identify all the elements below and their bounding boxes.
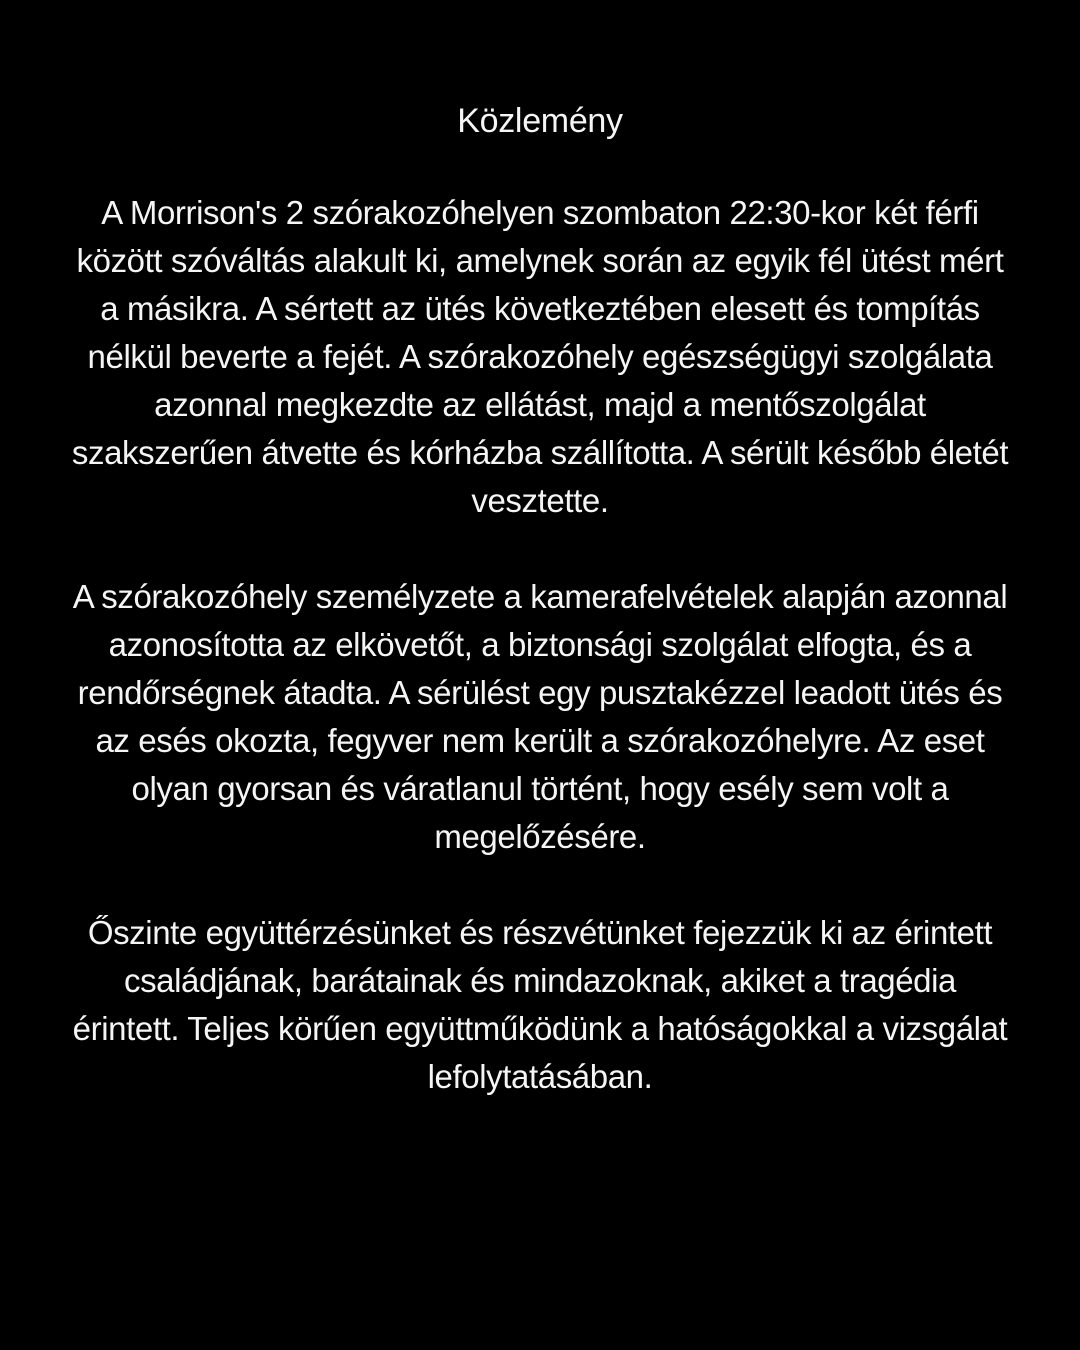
statement-paragraph-1: A Morrison's 2 szórakozóhelyen szombaton 22:30-kor két férfi között szóváltás alakult ki, amelynek során az egyik fél ütést mért a másikra. A sértett az ütés következtében elesett és tompítás nélkül beverte a fejét. A szórakozóhely egészségügyi szolgálata azonnal megkezdte az ellátást, majd a mentőszolgálat szakszerűen átvette és kórházba szállította. A sérült később életét vesztette. [71, 194, 1009, 519]
statement-paragraph-3: Őszinte együttérzésünket és részvétünket fejezzük ki az érintett családjának, barátainak és mindazoknak, akiket a tragédia érintett. Teljes körűen együttműködünk a hatóságokkal a vizsgálat lefolytatásában. [72, 914, 1008, 1095]
statement-paragraph-2: A szórakozóhely személyzete a kamerafelvételek alapján azonnal azonosította az elkövetőt, a biztonsági szolgálat elfogta, és a rendőrségnek átadta. A sérülést egy pusztakézzel leadott ütés és az esés okozta, fegyver nem került a szórakozóhelyre. Az eset olyan gyorsan és váratlanul történt, hogy esély sem volt a megelőzésére. [72, 578, 1008, 855]
statement-title: Közlemény [457, 102, 623, 140]
